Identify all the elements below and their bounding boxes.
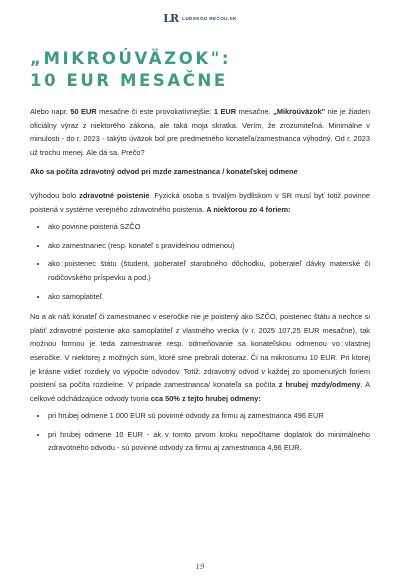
logo-text: LUDSKOU REČOU.SK xyxy=(182,16,237,21)
text-run: No a ak náš konateľ či zamestnanec v eseročke nie je poistený ako SZČO, poistenec štátu a nechce si platiť zdravotné poistenie ako samoplatiteľ z vlastného vrecka (v r. 2025 107,25 EUR mesačne), tak možnou formou je teda zamestnanie resp. odmeňovanie sa konateľskou odmenou vo vlastnej eseročke. V niektorej z možných súm, ktoré sme prebrali doteraz. Či na mikrosumu 10 EUR. Pri ktorej je krásne vidieť rozdiely vo výpočte odvodov. Totiž: zdravotný odvod v každej zo spomenutých foriem poistení sa počíta rozdielne. V prípade zamestnanca/ konateľa sa počíta xyxy=(30,312,370,390)
title-line-2: 10 EUR MESAČNE xyxy=(30,71,228,90)
bold-run: 50 EUR xyxy=(70,107,97,116)
insurance-forms-list xyxy=(30,220,370,303)
bold-run: zdravotné poistenie xyxy=(79,190,150,200)
list-item: • ako povinne poistená SZČO xyxy=(48,220,370,234)
bold-run: „Mikroúväzok" xyxy=(273,107,326,116)
bold-run: cca 50% z tejto hrubej odmeny: xyxy=(150,393,261,403)
list-item: • pri hrubej odmene 1 000 EUR sú povinné odvody za firmu aj zamestnanca 496 EUR xyxy=(48,409,370,423)
title-line-1: „MIKROÚVÄZOK": xyxy=(30,49,232,68)
logo-icon: LR xyxy=(163,12,179,25)
page-number: 19 xyxy=(195,563,205,571)
bold-run: A niektorou zo 4 foriem: xyxy=(206,204,291,214)
list-item: • ako zamestnanec (resp. konateľ s pravidelnou odmenou) xyxy=(48,239,370,253)
page-title xyxy=(30,48,370,92)
list-item: • ako poistenec štátu (študent, poberateľ starobného dôchodku, poberateľ dávky materské či rodičovského príspevku a pod.) xyxy=(48,257,370,284)
text-run: Výhodou bolo xyxy=(30,190,80,200)
bold-run: z hrubej mzdy/odmeny xyxy=(278,380,361,390)
health-insurance-paragraph xyxy=(30,189,370,216)
text-run: mesačne či este provokatívnejšie: xyxy=(96,107,214,116)
article-body xyxy=(30,105,370,462)
page-header xyxy=(0,12,400,25)
text-run: mesačne. xyxy=(236,107,274,116)
section-heading xyxy=(30,165,370,179)
text-run: nie je žiaden oficiálny výraz z niektorého zákona, ale taká moja skratka. Verím, že zrozumiteľná. Minimálne v minulosti - do r. 2023 - takýto úväzok bol pre predmetného konateľa/zamestnanca výhodný. Od r. 2023 už trochu menej. Ale dá sa. Prečo? xyxy=(30,107,370,157)
calculation-paragraph xyxy=(30,310,370,405)
text-run: . A celkové odchádzajúce odvody tvoria xyxy=(30,380,370,403)
text-run: . Fyzická osoba s trvalým bydliskom v SR musí byť totiž povinne poistená v systéme verejného zdravotného poistenia. xyxy=(30,190,370,214)
examples-list xyxy=(30,409,370,455)
list-item: • pri hrubej odmene 10 EUR - ak v tomto prvom kroku nepočítame doplatok do minimálneho zdravotného odvodu - sú povinné odvody za firmu aj zamestnanca 4,96 EUR. xyxy=(48,428,370,455)
heading-text: Ako sa počíta zdravotný odvod pri mzde zamestnanca / konateľskej odmene xyxy=(30,167,298,177)
intro-paragraph xyxy=(30,105,370,159)
bold-run: 1 EUR xyxy=(213,107,237,116)
text-run: Alebo napr. xyxy=(30,107,71,116)
list-item: • ako samoplatiteľ. xyxy=(48,290,370,304)
